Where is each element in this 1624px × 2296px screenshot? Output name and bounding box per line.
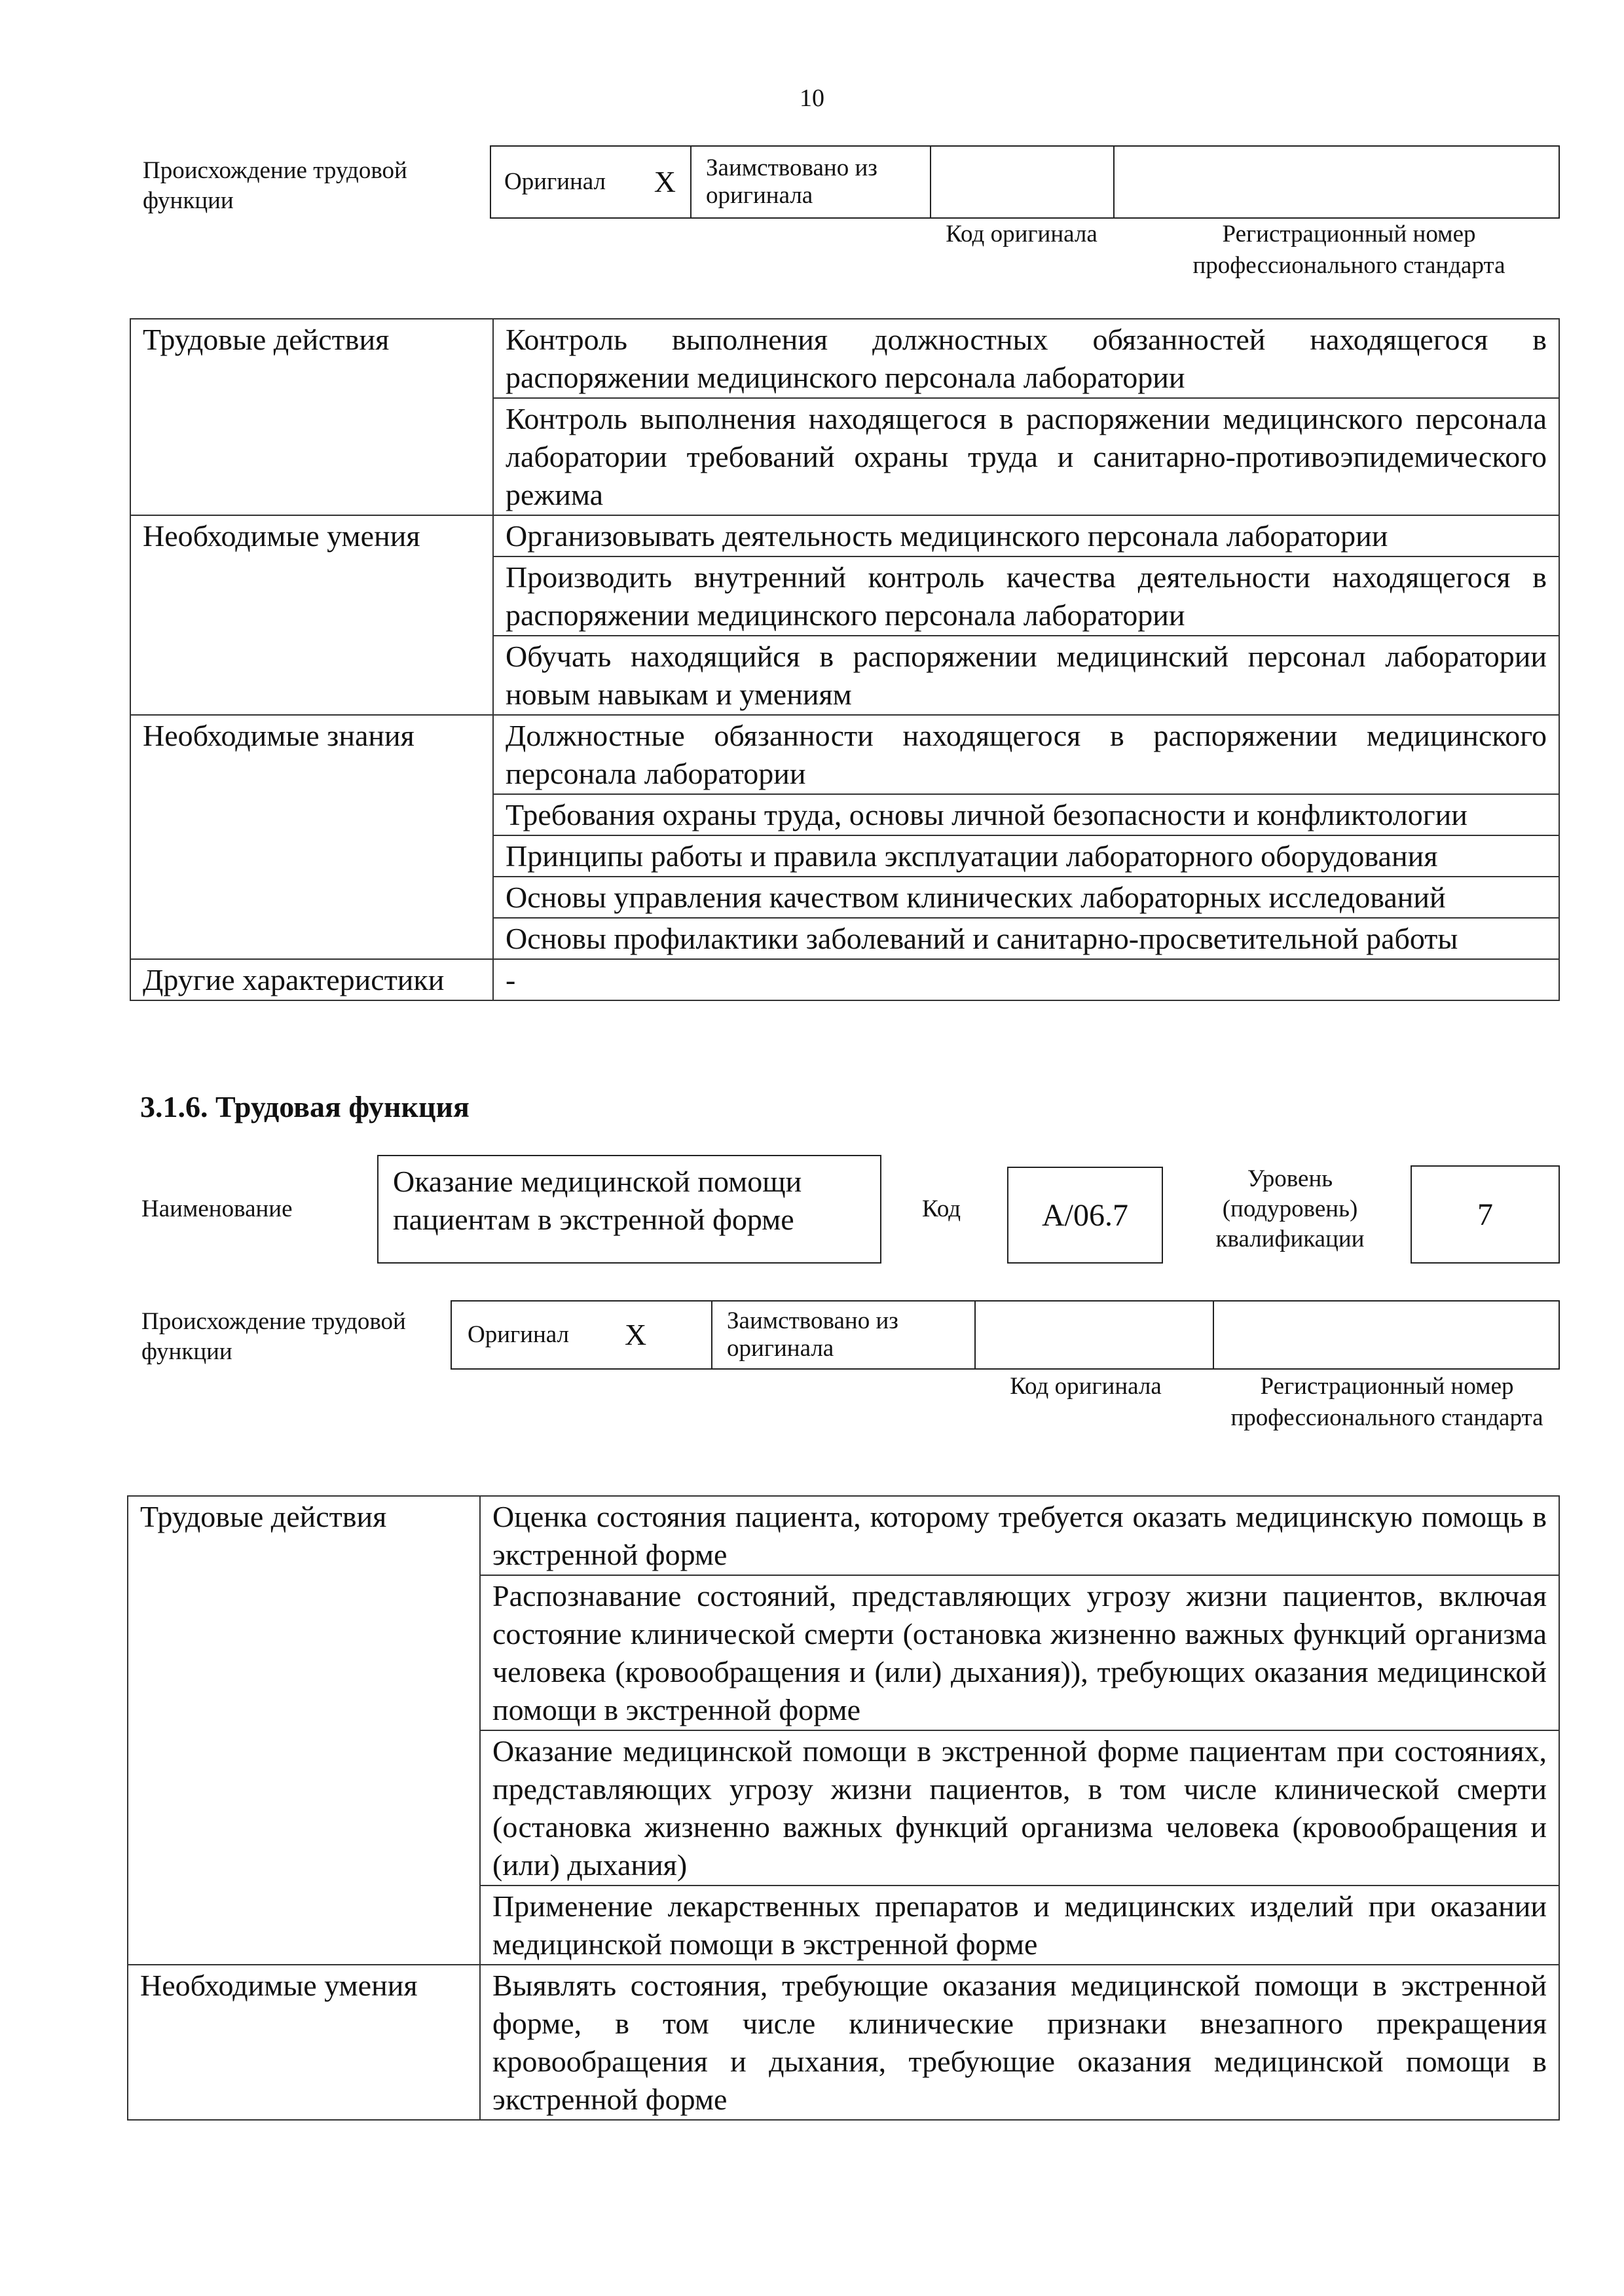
- knowledge-label: Необходимые знания: [130, 715, 493, 959]
- level-label: Уровень (подуровень) квалификации: [1215, 1165, 1365, 1252]
- code-label: Код: [922, 1195, 961, 1222]
- origin-box: [490, 145, 1560, 219]
- skills-label: Необходимые умения: [128, 1965, 480, 2120]
- origin-label: Происхождение трудовой функции: [141, 1308, 406, 1365]
- origin-mark: X: [654, 165, 676, 198]
- knowledge-item: Основы профилактики заболеваний и санитарно-просветительной работы: [493, 918, 1559, 959]
- function-name-box: Оказание медицинской помощи пациентам в экстренной форме: [377, 1155, 881, 1264]
- origin-code-caption: Код оригинала: [946, 221, 1098, 247]
- skill-item: Выявлять состояния, требующие оказания медицинской помощи в экстренной форме, в том числе клинические признаки внезапного прекращения кровообращения и дыхания, требующие оказания медицинской помощи в экстренной форме: [480, 1965, 1559, 2120]
- labor-function-table-2: [127, 1495, 1560, 2121]
- origin-borrowed-cell: [712, 1302, 976, 1368]
- labor-action-item: Оценка состояния пациента, которому требуется оказать медицинскую помощь в экстренной форме: [480, 1496, 1559, 1575]
- other-characteristics-label: Другие характеристики: [130, 959, 493, 1000]
- labor-actions-label: Трудовые действия: [130, 319, 493, 515]
- skill-item: Производить внутренний контроль качества деятельности находящегося в распоряжении медицинского персонала лаборатории: [493, 556, 1559, 636]
- origin-code-cell: [976, 1302, 1214, 1368]
- origin-box: [451, 1300, 1560, 1370]
- origin-code-caption: Код оригинала: [1010, 1373, 1162, 1400]
- labor-action-item: Контроль выполнения должностных обязанностей находящегося в распоряжении медицинского персонала лаборатории: [493, 319, 1559, 398]
- origin-reg-cell: [1115, 147, 1559, 217]
- labor-action-item: Применение лекарственных препаратов и медицинских изделий при оказании медицинской помощи в экстренной форме: [480, 1886, 1559, 1965]
- origin-reg-cell: [1214, 1302, 1559, 1368]
- name-label: Наименование: [141, 1195, 293, 1222]
- origin-borrowed-label: Заимствовано из оригинала: [727, 1307, 898, 1362]
- origin-borrowed-label: Заимствовано из оригинала: [706, 155, 877, 209]
- origin-reg-caption: Регистрационный номер профессионального стандарта: [1230, 1373, 1543, 1431]
- knowledge-item: Принципы работы и правила эксплуатации лабораторного оборудования: [493, 835, 1559, 877]
- function-code-box: A/06.7: [1007, 1167, 1163, 1264]
- section-heading: 3.1.6. Трудовая функция: [140, 1090, 470, 1123]
- labor-actions-label: Трудовые действия: [128, 1496, 480, 1965]
- labor-function-table-1: [130, 318, 1560, 1001]
- origin-original-label: Оригинал: [468, 1321, 570, 1348]
- origin-original-cell: [491, 147, 692, 217]
- origin-borrowed-cell: [692, 147, 931, 217]
- origin-code-cell: [931, 147, 1115, 217]
- origin-original-cell: [452, 1302, 712, 1368]
- origin-original-label: Оригинал: [504, 168, 606, 195]
- page-number: 10: [800, 84, 824, 112]
- knowledge-item: Основы управления качеством клинических лабораторных исследований: [493, 877, 1559, 918]
- level-value-box: 7: [1411, 1165, 1560, 1264]
- labor-action-item: Оказание медицинской помощи в экстренной форме пациентам при состояниях, представляющих угрозу жизни пациентов, в том числе клинической смерти (остановка жизненно важных функций организма человека (кровообращения и (или) дыхания): [480, 1730, 1559, 1886]
- skill-item: Организовывать деятельность медицинского персонала лаборатории: [493, 515, 1559, 556]
- skill-item: Обучать находящийся в распоряжении медицинский персонал лаборатории новым навыкам и умениям: [493, 636, 1559, 715]
- skills-label: Необходимые умения: [130, 515, 493, 715]
- knowledge-item: Должностные обязанности находящегося в распоряжении медицинского персонала лаборатории: [493, 715, 1559, 794]
- other-characteristics-value: -: [493, 959, 1559, 1000]
- origin-mark: X: [625, 1318, 647, 1351]
- labor-action-item: Распознавание состояний, представляющих угрозу жизни пациентов, включая состояние клинической смерти (остановка жизненно важных функций организма человека (кровообращения и (или) дыхания)), требующих оказания медицинской помощи в экстренной форме: [480, 1575, 1559, 1730]
- origin-reg-caption: Регистрационный номер профессионального стандарта: [1192, 221, 1505, 279]
- origin-label: Происхождение трудовой функции: [143, 157, 407, 214]
- knowledge-item: Требования охраны труда, основы личной безопасности и конфликтологии: [493, 794, 1559, 835]
- labor-action-item: Контроль выполнения находящегося в распоряжении медицинского персонала лаборатории требований охраны труда и санитарно-противоэпидемического режима: [493, 398, 1559, 515]
